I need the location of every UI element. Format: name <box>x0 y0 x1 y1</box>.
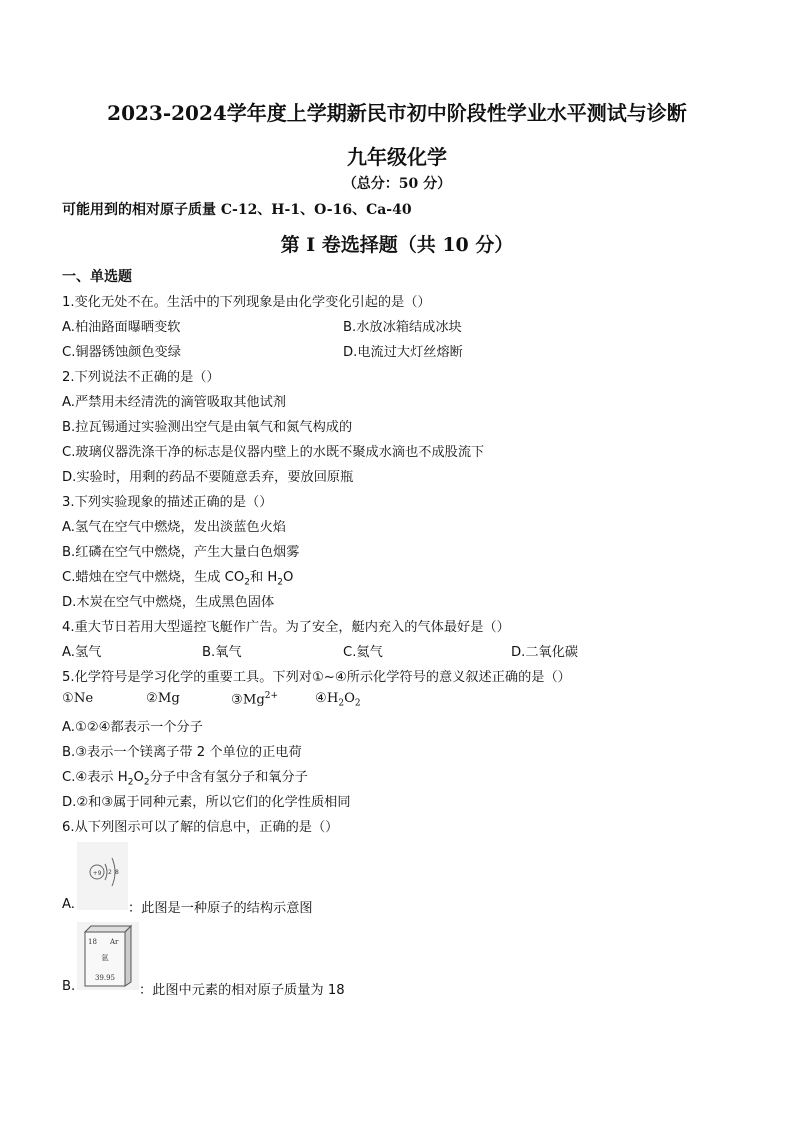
q4-option-c: C.氦气 <box>343 645 383 660</box>
q6-option-a-prefix: A. <box>62 897 75 912</box>
q1-option-c: C.铜器锈蚀颜色变绿 <box>62 345 181 360</box>
atomic-number: 18 <box>88 938 97 946</box>
section-title: 第 I 卷选择题（共 10 分） <box>280 234 514 256</box>
q5-stem: 5.化学符号是学习化学的重要工具。下列对①~④所示化学符号的意义叙述正确的是（） <box>62 670 571 685</box>
q5-option-b: B.③表示一个镁离子带 2 个单位的正电荷 <box>62 745 302 760</box>
q1-option-a: A.柏油路面曝晒变软 <box>62 320 181 335</box>
q4-stem: 4.重大节日若用大型遥控飞艇作广告。为了安全，艇内充入的气体最好是（） <box>62 620 510 635</box>
q5-symbol-3: $③Mg^{2+}$ <box>231 691 279 708</box>
q3-option-b: B.红磷在空气中燃烧，产生大量白色烟雾 <box>62 545 300 560</box>
nucleus-charge: +9 <box>92 870 102 877</box>
q3-option-a: A.氢气在空气中燃烧，发出淡蓝色火焰 <box>62 520 286 535</box>
q5-option-a: A.①②④都表示一个分子 <box>62 720 203 735</box>
q5-symbol-1: ①Ne <box>62 691 94 706</box>
q6-stem: 6.从下列图示可以了解的信息中，正确的是（） <box>62 820 339 835</box>
subject-title: 九年级化学 <box>347 145 447 169</box>
q5-symbol-4: $④H_2O_2$ <box>315 691 361 709</box>
atomic-masses: 可能用到的相对原子质量 C-12、H-1、O-16、Ca-40 <box>62 202 412 218</box>
element-symbol: Ar <box>110 938 119 946</box>
total-score: （总分：50 分） <box>342 176 452 192</box>
exam-title: 2023-2024学年度上学期新民市初中阶段性学业水平测试与诊断 <box>107 101 687 125</box>
shell-1-electrons: 2 <box>108 869 112 876</box>
q5-option-d: D.②和③属于同种元素，所以它们的化学性质相同 <box>62 795 351 810</box>
q2-option-b: B.拉瓦锡通过实验测出空气是由氧气和氮气构成的 <box>62 420 353 435</box>
q2-option-a: A.严禁用未经清洗的滴管吸取其他试剂 <box>62 395 286 410</box>
q6-option-b-text: ：此图中元素的相对原子质量为 18 <box>139 983 345 998</box>
atomic-mass: 39.95 <box>94 974 116 982</box>
q1-option-d: D.电流过大灯丝熔断 <box>343 345 463 360</box>
q1-stem: 1.变化无处不在。生活中的下列现象是由化学变化引起的是（） <box>62 295 431 310</box>
q2-stem: 2.下列说法不正确的是（） <box>62 370 220 385</box>
q6-option-a-text: ：此图是一种原子的结构示意图 <box>128 901 313 916</box>
q5-symbol-2: ②Mg <box>146 691 180 706</box>
q6-option-b-prefix: B. <box>62 979 76 994</box>
part-heading: 一、单选题 <box>62 269 132 285</box>
q3-option-d: D.木炭在空气中燃烧，生成黑色固体 <box>62 595 275 610</box>
q4-option-a: A.氢气 <box>62 645 102 660</box>
element-cell-figure <box>77 922 139 990</box>
q2-option-d: D.实验时，用剩的药品不要随意丢弃，要放回原瓶 <box>62 470 354 485</box>
q1-option-b: B.水放冰箱结成冰块 <box>343 320 462 335</box>
q3-stem: 3.下列实验现象的描述正确的是（） <box>62 495 273 510</box>
q2-option-c: C.玻璃仪器洗涤干净的标志是仪器内壁上的水既不聚成水滴也不成股流下 <box>62 445 485 460</box>
q3-option-c: C.蜡烛在空气中燃烧，生成 $CO_2$和 $H_2O$ <box>62 570 294 588</box>
q4-option-d: D.二氧化碳 <box>511 645 579 660</box>
q4-option-b: B.氧气 <box>202 645 242 660</box>
atom-structure-figure <box>77 842 128 910</box>
shell-2-electrons: 8 <box>115 869 119 876</box>
element-name: 氩 <box>101 954 109 962</box>
q5-option-c: C.④表示 $H_2O_2$分子中含有氢分子和氧分子 <box>62 770 308 788</box>
